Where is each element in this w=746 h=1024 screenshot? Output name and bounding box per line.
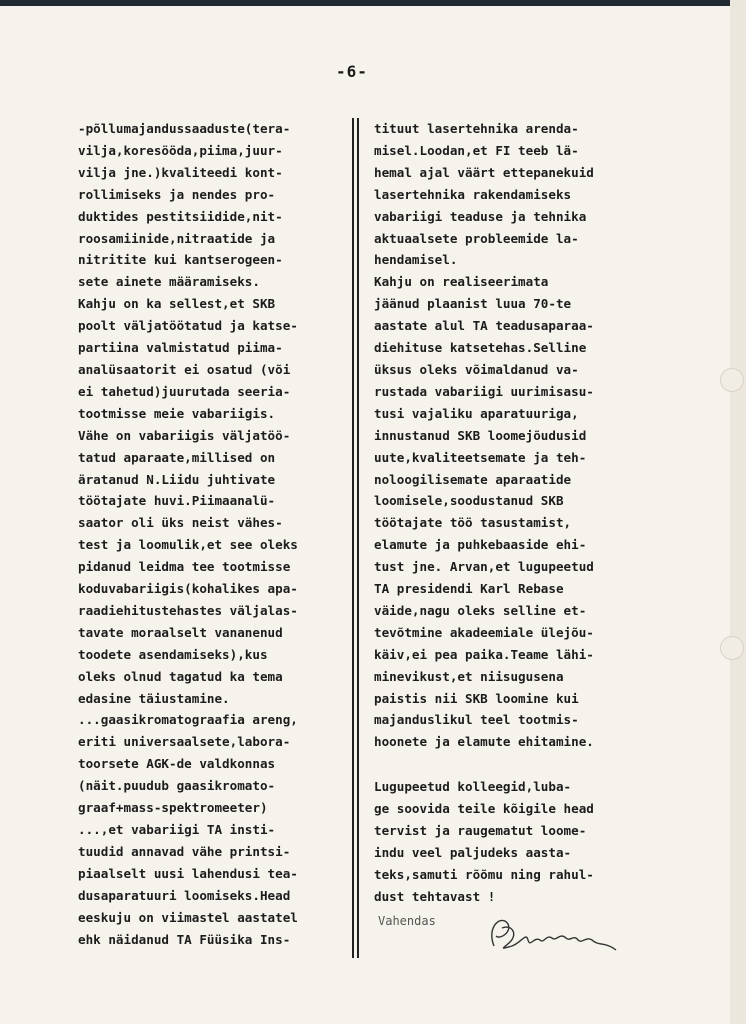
text-line: eriti universaalsete,labora-: [78, 734, 291, 750]
text-line: väide,nagu oleks selline et-: [374, 602, 587, 618]
text-line: oleks olnud tagatud ka tema: [78, 668, 283, 684]
text-line: tuudid annavad vähe printsi-: [78, 843, 291, 859]
text-line: töötajate töö tasustamist,: [374, 515, 572, 531]
text-line: dusaparatuuri loomiseks.Head: [78, 887, 291, 903]
closing-paragraph: [374, 776, 594, 907]
binder-hole: [720, 636, 744, 660]
text-line: ...,et vabariigi TA insti-: [78, 822, 276, 837]
text-line: toodete asendamiseks),kus: [78, 646, 268, 662]
text-line: äratanud N.Liidu juhtivate: [78, 471, 276, 487]
text-line: elamute ja puhkebaaside ehi-: [374, 537, 587, 553]
text-line: vabariigi teaduse ja tehnika: [374, 208, 587, 224]
text-line: töötajate huvi.Piimaanalü-: [78, 493, 276, 509]
text-line: loomisele,soodustanud SKB: [374, 493, 564, 509]
text-line: paistis nii SKB loomine kui: [374, 690, 579, 706]
text-line: Vähe on vabariigis väljatöö-: [78, 427, 291, 443]
text-line: ...gaasikromatograafia areng,: [78, 712, 298, 728]
text-line: indu veel paljudeks aasta-: [374, 844, 572, 860]
text-line: innustanud SKB loomejõudusid: [374, 427, 587, 443]
page-number: -6-: [336, 62, 368, 81]
text-line: tatud aparaate,millised on: [78, 449, 276, 465]
text-line: graaf+mass-spektromeeter): [78, 800, 268, 816]
text-line: koduvabariigis(kohalikes apa-: [78, 581, 298, 597]
text-line: pidanud leidma tee tootmisse: [78, 559, 291, 575]
text-line: test ja loomulik,et see oleks: [78, 537, 298, 553]
text-line: üksus oleks võimaldanud va-: [374, 361, 579, 377]
text-line: Kahju on realiseerimata: [374, 274, 549, 290]
text-line: vilja jne.)kvaliteedi kont-: [78, 164, 283, 180]
right-column: [374, 118, 594, 753]
text-line: eeskuju on viimastel aastatel: [78, 909, 298, 925]
text-line: käiv,ei pea paika.Teame lähi-: [374, 646, 594, 662]
document-page: [0, 6, 730, 1024]
text-line: vilja,koresööda,piima,juur-: [78, 142, 283, 158]
text-line: analüsaatorit ei osatud (või: [78, 361, 291, 377]
text-line: Lugupeetud kolleegid,luba-: [374, 779, 572, 794]
text-line: minevikust,et niisugusena: [374, 668, 564, 684]
text-line: (näit.puudub gaasikromato-: [78, 778, 276, 794]
text-line: tust jne. Arvan,et lugupeetud: [374, 559, 594, 575]
text-line: rollimiseks ja nendes pro-: [78, 186, 276, 202]
text-line: partiina valmistatud piima-: [78, 340, 283, 356]
text-line: majanduslikul teel tootmis-: [374, 712, 579, 728]
text-line: jäänud plaanist luua 70-te: [374, 296, 572, 312]
text-line: hoonete ja elamute ehitamine.: [374, 734, 594, 750]
text-line: dust tehtavast !: [374, 888, 496, 904]
text-line: tevõtmine akadeemiale ülejõu-: [374, 624, 594, 640]
text-line: tavate moraalselt vananenud: [78, 624, 283, 640]
text-line: roosamiinide,nitraatide ja: [78, 230, 276, 246]
text-line: uute,kvaliteetsemate ja teh-: [374, 449, 587, 465]
text-line: TA presidendi Karl Rebase: [374, 581, 564, 597]
text-line: ei tahetud)juurutada seeria-: [78, 383, 291, 399]
text-line: diehituse katsetehas.Selline: [374, 340, 587, 356]
text-line: saator oli üks neist vähes-: [78, 515, 283, 531]
text-line: edasine täiustamine.: [78, 690, 230, 706]
text-line: misel.Loodan,et FI teeb lä-: [374, 142, 579, 158]
column-divider-left: [352, 118, 354, 958]
handwritten-signature: [482, 906, 622, 966]
text-line: duktides pestitsiidide,nit-: [78, 208, 283, 224]
signature-label: Vahendas: [378, 914, 436, 928]
text-line: aastate alul TA teadusaparaa-: [374, 318, 594, 334]
text-line: sete ainete määramiseks.: [78, 274, 260, 290]
text-line: aktuaalsete probleemide la-: [374, 230, 579, 246]
text-line: tituut lasertehnika arenda-: [374, 121, 579, 136]
text-line: tervist ja raugematut loome-: [374, 822, 587, 838]
text-line: lasertehnika rakendamiseks: [374, 186, 572, 202]
text-line: noloogilisemate aparaatide: [374, 471, 572, 487]
text-line: hendamisel.: [374, 252, 458, 268]
text-line: tootmisse meie vabariigis.: [78, 405, 276, 421]
text-line: teks,samuti rõõmu ning rahul-: [374, 866, 594, 882]
binder-hole: [720, 368, 744, 392]
text-line: raadiehitustehastes väljalas-: [78, 602, 298, 618]
column-divider-right: [357, 118, 359, 958]
text-line: toorsete AGK-de valdkonnas: [78, 756, 276, 772]
text-line: -põllumajandussaaduste(tera-: [78, 121, 291, 136]
left-column: [78, 118, 298, 950]
page-edge: [730, 0, 746, 1024]
text-line: tusi vajaliku aparatuuriga,: [374, 405, 579, 421]
text-line: hemal ajal väärt ettepanekuid: [374, 164, 594, 180]
text-line: ge soovida teile kõigile head: [374, 800, 594, 816]
text-line: ehk näidanud TA Füüsika Ins-: [78, 931, 291, 947]
text-line: piaalselt uusi lahendusi tea-: [78, 865, 298, 881]
text-line: rustada vabariigi uurimisasu-: [374, 383, 594, 399]
text-line: nitritite kui kantserogeen-: [78, 252, 283, 268]
text-line: Kahju on ka sellest,et SKB: [78, 296, 276, 312]
text-line: poolt väljatöötatud ja katse-: [78, 318, 298, 334]
